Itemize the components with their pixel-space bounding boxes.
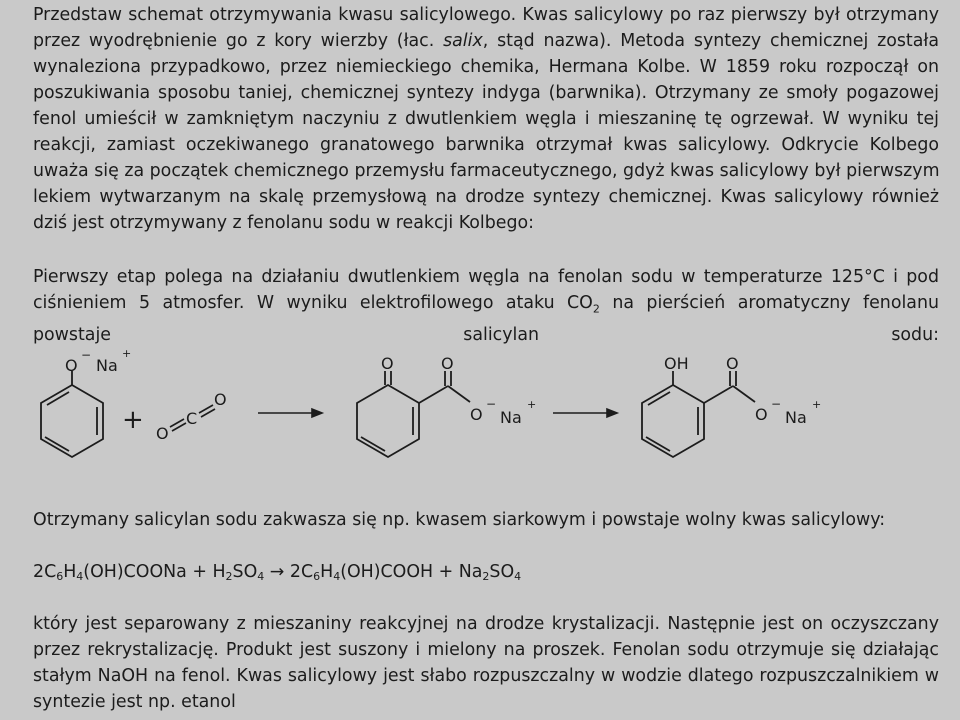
sodium-phenolate-structure: [41, 371, 103, 457]
final-line: stałym NaOH na fenol. Kwas salicylowy jest słabo rozpuszczalny w wodzie dlatego rozpuszczalnikiem w: [33, 666, 939, 686]
eq-subscript: 6: [56, 570, 64, 583]
step1-line: Pierwszy etap polega na działaniu dwutlenkiem węgla na fenolan sodu w temperaturze 125°C i pod: [33, 267, 939, 287]
eq-part: H: [320, 562, 334, 582]
kolbe-reaction-scheme: [0, 345, 960, 480]
eq-subscript: 2: [225, 570, 233, 583]
eq-part: SO: [489, 562, 515, 582]
sodium-ion: Na: [500, 408, 522, 427]
eq-subscript: 4: [76, 570, 84, 583]
step1-line-2-end: na pierścień aromatyczny fenolanu: [599, 293, 939, 313]
eq-subscript: 4: [514, 570, 522, 583]
step1-line: [33, 290, 939, 322]
intro-line: poszukiwania sposobu taniej, chemicznej syntezy indyga (barwnika). Otrzymany ze smoły pogazowej: [33, 83, 939, 103]
final-line: przez rekrystalizację. Produkt jest suszony i mielony na proszek. Fenolan sodu otrzymuje się działając: [33, 640, 939, 660]
eq-part: H: [63, 562, 77, 582]
eq-subscript: 4: [257, 570, 265, 583]
intro-line: fenol umieścił w zamkniętym naczyniu z dwutlenkiem węgla i mieszaninę tę ogrzewał. W wyniku tej: [33, 109, 939, 129]
reaction-arrow: [258, 409, 322, 417]
eq-part: SO: [232, 562, 258, 582]
intro-line: lekiem wytwarzanym na skalę przemysłową na drodze syntezy chemicznej. Kwas salicylowy również: [33, 187, 939, 207]
ketone-oxygen: O: [381, 354, 394, 373]
anion-oxygen: O: [470, 405, 483, 424]
eq-part: (OH)COOH + Na: [340, 562, 483, 582]
intro-line: wynaleziona przypadkowo, przez niemieckiego chemika, Hermana Kolbe. W 1859 roku rozpoczął on: [33, 57, 939, 77]
reaction-arrow: [553, 409, 617, 417]
intro-line: Przedstaw schemat otrzymywania kwasu salicylowego. Kwas salicylowy po raz pierwszy był otrzymany: [33, 5, 939, 25]
anion-charge: −: [486, 397, 497, 411]
word-salicylan: salicylan: [463, 325, 540, 346]
eq-subscript: 6: [313, 570, 321, 583]
benzene-ring: [642, 385, 704, 457]
word-sodu: sodu:: [891, 325, 939, 346]
sodium-charge: +: [527, 398, 537, 411]
word-powstaje: powstaje: [33, 325, 111, 346]
chemical-equation: [33, 559, 521, 590]
final-line: który jest separowany z mieszaniny reakcyjnej na drodze krystalizacji. Następnie jest on oczyszczany: [33, 614, 939, 634]
intro-paragraph: [33, 2, 939, 236]
c-o-bond: [733, 386, 755, 402]
cyclohexadienone-ring: [357, 385, 419, 457]
plus-sign: +: [122, 405, 144, 435]
carbonyl-oxygen: O: [441, 354, 454, 373]
co2-carbon: C: [186, 409, 198, 428]
intro-line: reakcji, zamiast oczekiwanego granatowego barwnika otrzymał kwas salicylowy. Odkrycie Kolbego: [33, 135, 939, 155]
phenolate-sodium: Na: [96, 356, 118, 375]
intro-line-2-end: , stąd nazwa). Metoda syntezy chemicznej została: [482, 31, 939, 51]
carbonyl-oxygen: O: [726, 354, 739, 373]
sodium-salicylate-structure: [642, 371, 755, 457]
final-paragraph: [33, 611, 939, 715]
intro-line: dziś jest otrzymywany z fenolanu sodu w reakcji Kolbego:: [33, 213, 534, 233]
sodium-ion: Na: [785, 408, 807, 427]
sodium-charge: +: [812, 398, 822, 411]
c-c-bond: [419, 386, 448, 403]
co2-subscript: 2: [592, 302, 600, 316]
eq-subscript: 4: [333, 570, 341, 583]
hydroxyl-group: OH: [664, 354, 689, 373]
c-c-bond: [704, 386, 733, 403]
step1-line-2-start: ciśnieniem 5 atmosfer. W wyniku elektrofilowego ataku CO: [33, 293, 593, 313]
co2-oxygen: O: [214, 390, 227, 409]
benzene-ring: [41, 385, 103, 457]
arrow-head: [312, 409, 322, 417]
arrow-head: [607, 409, 617, 417]
intermediate-structure: [357, 371, 470, 457]
step1-paragraph: [33, 264, 939, 348]
intro-line: uważa się za początek chemicznego przemysłu farmaceutycznego, gdyż kwas salicylowy był pierwszym: [33, 161, 940, 181]
c-o-bond: [448, 386, 470, 402]
eq-part: 2C: [33, 562, 57, 582]
anion-charge: −: [771, 397, 782, 411]
phenolate-charge: −: [81, 348, 92, 362]
phenolate-oxygen: O: [65, 356, 78, 375]
eq-part: (OH)COONa + H: [83, 562, 226, 582]
co2-oxygen: O: [156, 424, 169, 443]
intro-line-2-start: przez wyodrębnienie go z kory wierzby (łac.: [33, 31, 444, 51]
anion-oxygen: O: [755, 405, 768, 424]
eq-subscript: 2: [482, 570, 490, 583]
intro-line: [33, 28, 939, 54]
final-line: syntezie jest np. etanol: [33, 692, 236, 712]
latin-word: salix: [443, 31, 483, 51]
eq-arrow: → 2C: [264, 562, 314, 582]
sodium-charge: +: [122, 347, 132, 360]
acidification-sentence: Otrzymany salicylan sodu zakwasza się np. kwasem siarkowym i powstaje wolny kwas salicylowy:: [33, 510, 886, 530]
